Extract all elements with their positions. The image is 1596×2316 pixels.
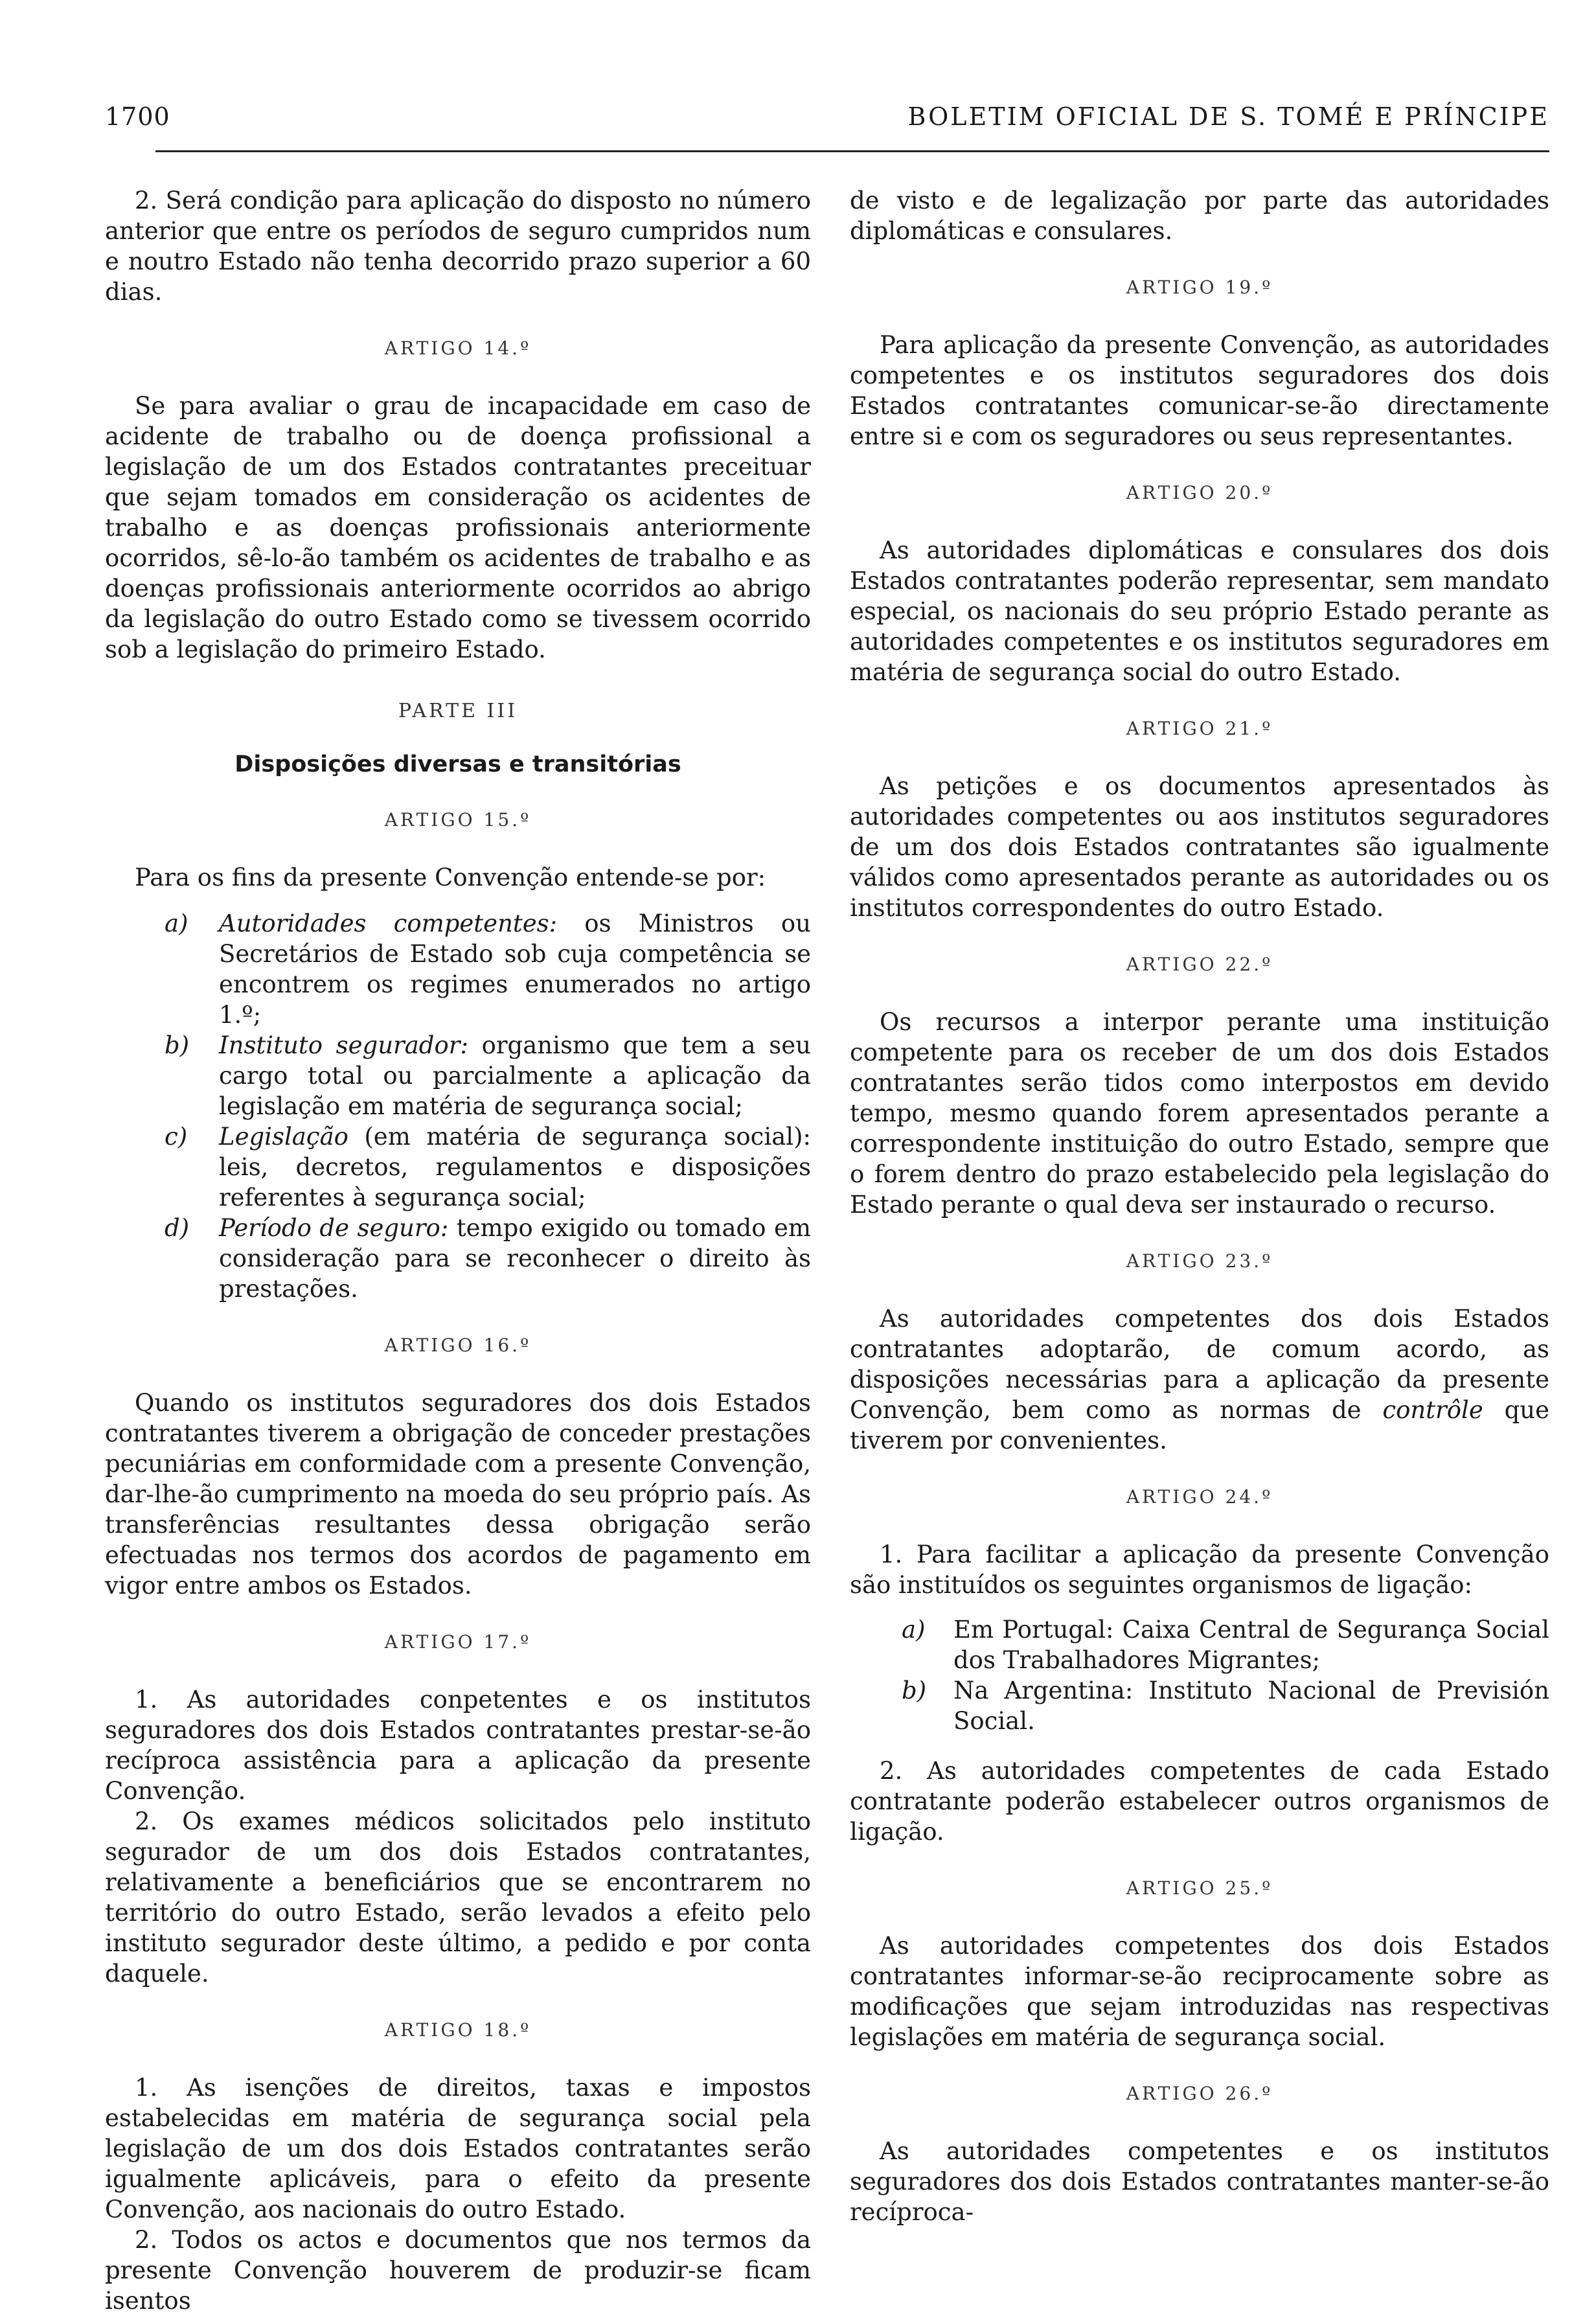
definition-text: tempo exigido ou tomado em consideração para se reconhecer o direito às prestações. bbox=[219, 1214, 811, 1303]
definition-list bbox=[105, 908, 811, 1304]
definition-text: os Ministros ou Secretários de Estado sob cuja competência se encontrem os regimes enumerados no artigo 1.º; bbox=[219, 910, 811, 1029]
article-18-paragraph-2: 2. Todos os actos e documentos que nos termos da presente Convenção houverem de produzir-se ficam isentos bbox=[105, 2226, 811, 2315]
left-column bbox=[105, 185, 811, 2316]
header-rule bbox=[155, 150, 1549, 152]
definition-term: Período de seguro: bbox=[219, 1214, 449, 1242]
article-22-heading: ARTIGO 22.º bbox=[1126, 954, 1273, 975]
article-23-emphasis: contrôle bbox=[1382, 1396, 1483, 1424]
definition-letter: c) bbox=[165, 1123, 188, 1151]
article-24-paragraph-1: 1. Para facilitar a aplicação da presente Convenção são instituídos os seguintes organismos de ligação: bbox=[850, 1541, 1549, 1599]
definition-letter: d) bbox=[165, 1214, 190, 1242]
article-14-text: Se para avaliar o grau de incapacidade em caso de acidente de trabalho ou de doença profissional a legislação de um dos Estados contratantes preceituar que sejam tomados em consideração os acidentes de trabalho e as doenças profissionais anteriormente ocorridos, sê-lo-ão também os acidentes de trabalho e as doenças profissionais anteriormente ocorridos ao abrigo da legislação do outro Estado como se tivessem ocorrido sob a legislação do primeiro Estado. bbox=[105, 392, 811, 663]
article-16-text: Quando os institutos seguradores dos dois Estados contratantes tiverem a obrigação de conceder prestações pecuniárias em conformidade com a presente Convenção, dar-lhe-ão cumprimento na moeda do seu próprio país. As transferências resultantes dessa obrigação serão efectuadas nos termos dos acordos de pagamento em vigor entre ambos os Estados. bbox=[105, 1389, 811, 1599]
definition-term: Legislação bbox=[219, 1123, 348, 1151]
definition-term: Autoridades competentes: bbox=[219, 910, 558, 937]
article-17-paragraph-2: 2. Os exames médicos solicitados pelo instituto segurador de um dos dois Estados contratantes, relativamente a beneficiários que se encontrarem no território do outro Estado, serão levados a efeito pelo instituto segurador deste último, a pedido e por conta daquele. bbox=[105, 1807, 811, 1988]
liaison-item bbox=[850, 1675, 1549, 1736]
liaison-item bbox=[850, 1614, 1549, 1675]
article-20-heading: ARTIGO 20.º bbox=[1126, 482, 1273, 503]
definition-term: Instituto segurador: bbox=[219, 1031, 468, 1059]
article-14-heading: ARTIGO 14.º bbox=[384, 338, 532, 359]
article-15-intro: Para os fins da presente Convenção entende-se por: bbox=[135, 864, 766, 891]
article-13-paragraph-2: 2. Será condição para aplicação do disposto no número anterior que entre os períodos de seguro cumpridos num e noutro Estado não tenha decorrido prazo superior a 60 dias. bbox=[105, 187, 811, 306]
article-21-heading: ARTIGO 21.º bbox=[1126, 718, 1273, 739]
part-heading: PARTE III bbox=[398, 700, 518, 722]
page-number: 1700 bbox=[105, 102, 170, 131]
article-25-text: As autoridades competentes dos dois Estados contratantes informar-se-ão reciprocamente sobre as modificações que sejam introduzidas nas respectivas legislações em matéria de segurança social. bbox=[850, 1932, 1549, 2051]
article-18-heading: ARTIGO 18.º bbox=[384, 2019, 532, 2041]
definition-item bbox=[105, 1213, 811, 1304]
running-title: BOLETIM OFICIAL DE S. TOMÉ E PRÍNCIPE bbox=[907, 102, 1549, 131]
article-23-text-part-2: que tiverem por convenientes. bbox=[850, 1396, 1549, 1454]
article-15-heading: ARTIGO 15.º bbox=[384, 809, 532, 831]
article-19-heading: ARTIGO 19.º bbox=[1126, 277, 1273, 298]
article-20-text: As autoridades diplomáticas e consulares dos dois Estados contratantes poderão representar, sem mandato especial, os nacionais do seu próprio Estado perante as autoridades competentes e os institutos seguradores em matéria de segurança social do outro Estado. bbox=[850, 536, 1549, 686]
liaison-text: Em Portugal: Caixa Central de Segurança Social dos Trabalhadores Migrantes; bbox=[953, 1616, 1549, 1674]
definition-item bbox=[105, 1121, 811, 1213]
article-25-heading: ARTIGO 25.º bbox=[1126, 1877, 1273, 1899]
article-17-paragraph-1: 1. As autoridades conpetentes e os institutos seguradores dos dois Estados contratantes prestar-se-ão recíproca assistência para a aplicação da presente Convenção. bbox=[105, 1686, 811, 1805]
definition-item bbox=[105, 1030, 811, 1121]
liaison-text: Na Argentina: Instituto Nacional de Previsión Social. bbox=[953, 1677, 1549, 1735]
article-16-heading: ARTIGO 16.º bbox=[384, 1335, 532, 1356]
definition-text: organismo que tem a seu cargo total ou parcialmente a aplicação da legislação em matéria de segurança social; bbox=[219, 1031, 811, 1120]
liaison-list bbox=[850, 1614, 1549, 1736]
article-24-heading: ARTIGO 24.º bbox=[1126, 1486, 1273, 1508]
article-22-text: Os recursos a interpor perante uma instituição competente para os receber de um dos dois Estados contratantes serão tidos como interpostos em devido tempo, mesmo quando forem apresentados perante a correspondente instituição do outro Estado, sempre que o forem dentro do prazo estabelecido pela legislação do Estado perante o qual deva ser instaurado o recurso. bbox=[850, 1008, 1549, 1219]
liaison-letter: a) bbox=[902, 1616, 926, 1644]
article-19-text: Para aplicação da presente Convenção, as autoridades competentes e os institutos seguradores dos dois Estados contratantes comunicar-se-ão directamente entre si e com os seguradores ou seus representantes. bbox=[850, 331, 1549, 450]
definition-text: (em matéria de segurança social): leis, decretos, regulamentos e disposições referentes à segurança social; bbox=[219, 1123, 811, 1211]
right-column bbox=[850, 185, 1549, 2227]
article-17-heading: ARTIGO 17.º bbox=[384, 1631, 532, 1653]
definition-letter: a) bbox=[165, 910, 188, 937]
continued-text: de visto e de legalização por parte das autoridades diplomáticas e consulares. bbox=[850, 187, 1549, 245]
part-subtitle: Disposições diversas e transitórias bbox=[234, 751, 681, 777]
article-23-text bbox=[850, 1303, 1549, 1456]
article-26-heading: ARTIGO 26.º bbox=[1126, 2083, 1273, 2104]
article-21-text: As petições e os documentos apresentados às autoridades competentes ou aos institutos seguradores de um dos dois Estados contratantes são igualmente válidos como apresentados perante as autoridades ou os institutos correspondentes do outro Estado. bbox=[850, 772, 1549, 922]
article-23-text-part-1: As autoridades competentes dos dois Estados contratantes adoptarão, de comum acordo, as disposições necessárias para a aplicação da presente Convenção, bem como as normas de bbox=[850, 1305, 1549, 1424]
article-23-heading: ARTIGO 23.º bbox=[1126, 1250, 1273, 1272]
liaison-letter: b) bbox=[902, 1677, 927, 1704]
article-18-paragraph-1: 1. As isenções de direitos, taxas e impostos estabelecidas em matéria de segurança social pela legislação de um dos dois Estados contratantes serão igualmente aplicáveis, para o efeito da presente Convenção, aos nacionais do outro Estado. bbox=[105, 2074, 811, 2223]
article-24-paragraph-2: 2. As autoridades competentes de cada Estado contratante poderão estabelecer outros organismos de ligação. bbox=[850, 1757, 1549, 1846]
article-26-text: As autoridades competentes e os institutos seguradores dos dois Estados contratantes manter-se-ão recíproca- bbox=[850, 2137, 1549, 2226]
definition-letter: b) bbox=[165, 1031, 190, 1059]
definition-item bbox=[105, 908, 811, 1030]
